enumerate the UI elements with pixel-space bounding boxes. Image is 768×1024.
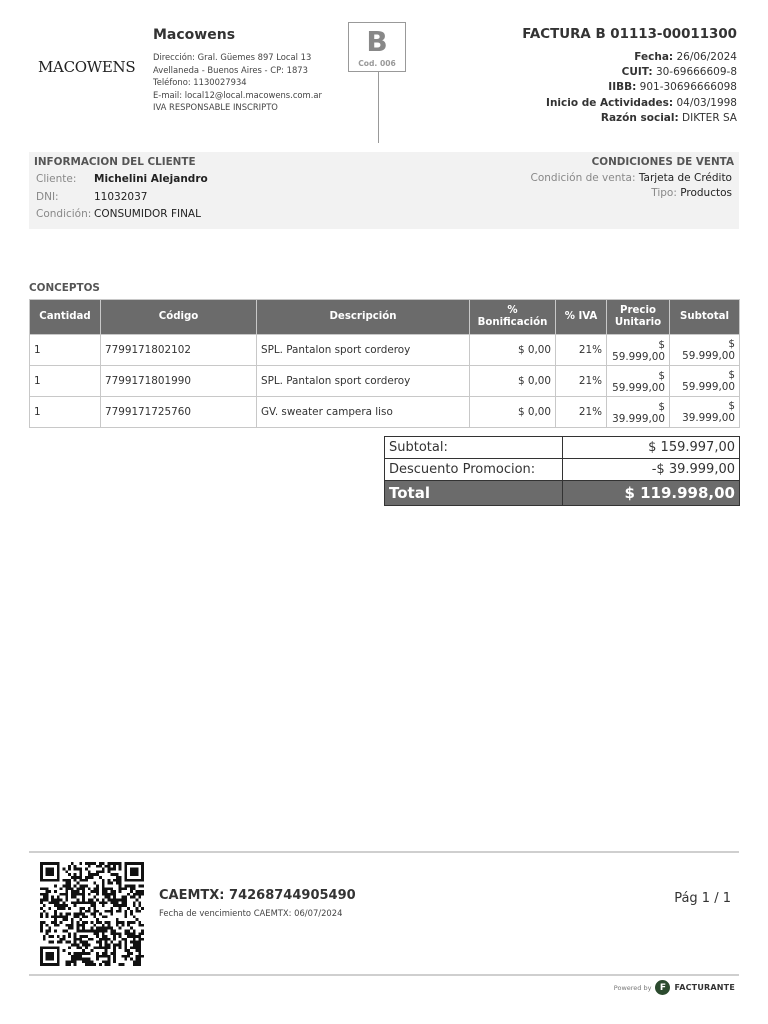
invoice-iibb-row: IIBB: 901-30696666098 [608, 81, 737, 94]
invoice-inicio-row: Inicio de Actividades: 04/03/1998 [546, 96, 737, 109]
invoice-razon-row: Razón social: DIKTER SA [600, 111, 737, 124]
cell-precio: $ 39.999,00 [607, 397, 670, 428]
invoice-type-box [348, 22, 406, 72]
invoice-cuit: 30-69666609-8 [655, 66, 737, 79]
page-number: Pág 1 / 1 [674, 891, 731, 906]
company-name: Macowens [153, 27, 236, 43]
col-iva: % IVA [556, 300, 607, 335]
concepts-heading: CONCEPTOS [29, 282, 100, 294]
concepts-header-row [30, 300, 740, 335]
footer-divider-bottom [29, 974, 739, 976]
concepts-table [29, 299, 740, 428]
company-iva: IVA RESPONSABLE INSCRIPTO [153, 102, 278, 113]
total-label: Total [385, 481, 563, 506]
facturante-logo-icon: F [655, 980, 670, 995]
facturante-brand: FACTURANTE [674, 983, 735, 992]
sale-condition-row: Condición de venta: Tarjeta de Crédito [530, 172, 732, 184]
invoice-date: 26/06/2024 [676, 51, 737, 63]
subtotal-value: $ 159.997,00 [563, 437, 740, 459]
powered-by-badge [614, 980, 735, 995]
table-row [30, 366, 740, 397]
subtotal-row [385, 437, 740, 459]
table-row [30, 397, 740, 428]
client-name: Michelini Alejandro [94, 173, 208, 185]
totals-table [384, 436, 740, 506]
powered-by-label: Powered by [613, 983, 652, 992]
cell-cantidad: 1 [30, 397, 101, 428]
col-precio: Precio Unitario [607, 300, 670, 335]
discount-value: -$ 39.999,00 [563, 459, 740, 481]
cell-bonificacion: $ 0,00 [470, 366, 556, 397]
cell-codigo: 7799171801990 [101, 366, 257, 397]
cell-descripcion: SPL. Pantalon sport corderoy [257, 335, 470, 366]
cell-bonificacion: $ 0,00 [470, 335, 556, 366]
cell-precio: $ 59.999,00 [607, 366, 670, 397]
invoice-cuit-row: CUIT: 30-69666609-8 [621, 66, 737, 79]
cell-descripcion: GV. sweater campera liso [257, 397, 470, 428]
total-value: $ 119.998,00 [563, 481, 740, 506]
invoice-iibb: 901-30696666098 [639, 81, 737, 94]
total-row [385, 481, 740, 506]
invoice-meta [546, 50, 737, 126]
cell-iva: 21% [556, 397, 607, 428]
cell-iva: 21% [556, 366, 607, 397]
invoice-date-row: Fecha: 26/06/2024 [634, 51, 737, 63]
cell-bonificacion: $ 0,00 [470, 397, 556, 428]
sale-condition: Tarjeta de Crédito [638, 172, 732, 184]
invoice-type-code: Cod. 006 [358, 59, 396, 68]
col-cantidad: Cantidad [30, 300, 101, 335]
company-address: Dirección: Gral. Güemes 897 Local 13 [153, 52, 312, 62]
invoice-razon: DIKTER SA [682, 111, 737, 124]
cell-subtotal: $ 59.999,00 [670, 366, 740, 397]
cell-subtotal: $ 59.999,00 [670, 335, 740, 366]
col-bonificacion: % Bonificación [470, 300, 556, 335]
company-info [153, 51, 322, 114]
discount-label: Descuento Promocion: [385, 459, 563, 481]
cell-precio: $ 59.999,00 [607, 335, 670, 366]
client-dni-row: DNI: 11032037 [36, 191, 148, 203]
caemtx-number: CAEMTX: 74268744905490 [159, 888, 356, 903]
invoice-title: FACTURA B 01113-00011300 [522, 27, 737, 42]
company-email: E-mail: local12@local.macowens.com.ar [153, 89, 322, 100]
col-subtotal: Subtotal [670, 300, 740, 335]
sale-type: Productos [680, 187, 732, 199]
client-name-row: Cliente: Michelini Alejandro [36, 173, 208, 185]
col-codigo: Código [101, 300, 257, 335]
sale-heading: CONDICIONES DE VENTA [591, 156, 734, 168]
company-phone: Teléfono: 1130027934 [153, 77, 247, 88]
client-heading: INFORMACION DEL CLIENTE [34, 156, 196, 168]
subtotal-label: Subtotal: [385, 437, 563, 459]
client-condition: CONSUMIDOR FINAL [94, 208, 201, 220]
invoice-type-letter: B [366, 25, 388, 58]
company-logo: MACOWENS [38, 58, 136, 76]
cell-codigo: 7799171725760 [101, 397, 257, 428]
header-divider [378, 72, 379, 143]
table-row [30, 335, 740, 366]
discount-row [385, 459, 740, 481]
invoice-inicio: 04/03/1998 [676, 96, 737, 109]
company-city: Avellaneda - Buenos Aires - CP: 1873 [153, 64, 308, 75]
cell-codigo: 7799171802102 [101, 335, 257, 366]
col-descripcion: Descripción [257, 300, 470, 335]
sale-type-row: Tipo: Productos [651, 187, 732, 199]
qr-code-icon [38, 862, 146, 966]
cell-descripcion: SPL. Pantalon sport corderoy [257, 366, 470, 397]
footer-divider-top [29, 851, 739, 853]
client-condition-row: Condición: CONSUMIDOR FINAL [36, 208, 201, 220]
caemtx-due-date: Fecha de vencimiento CAEMTX: 06/07/2024 [159, 908, 343, 918]
client-dni: 11032037 [94, 191, 148, 203]
cell-subtotal: $ 39.999,00 [670, 397, 740, 428]
cell-cantidad: 1 [30, 366, 101, 397]
cell-iva: 21% [556, 335, 607, 366]
cell-cantidad: 1 [30, 335, 101, 366]
